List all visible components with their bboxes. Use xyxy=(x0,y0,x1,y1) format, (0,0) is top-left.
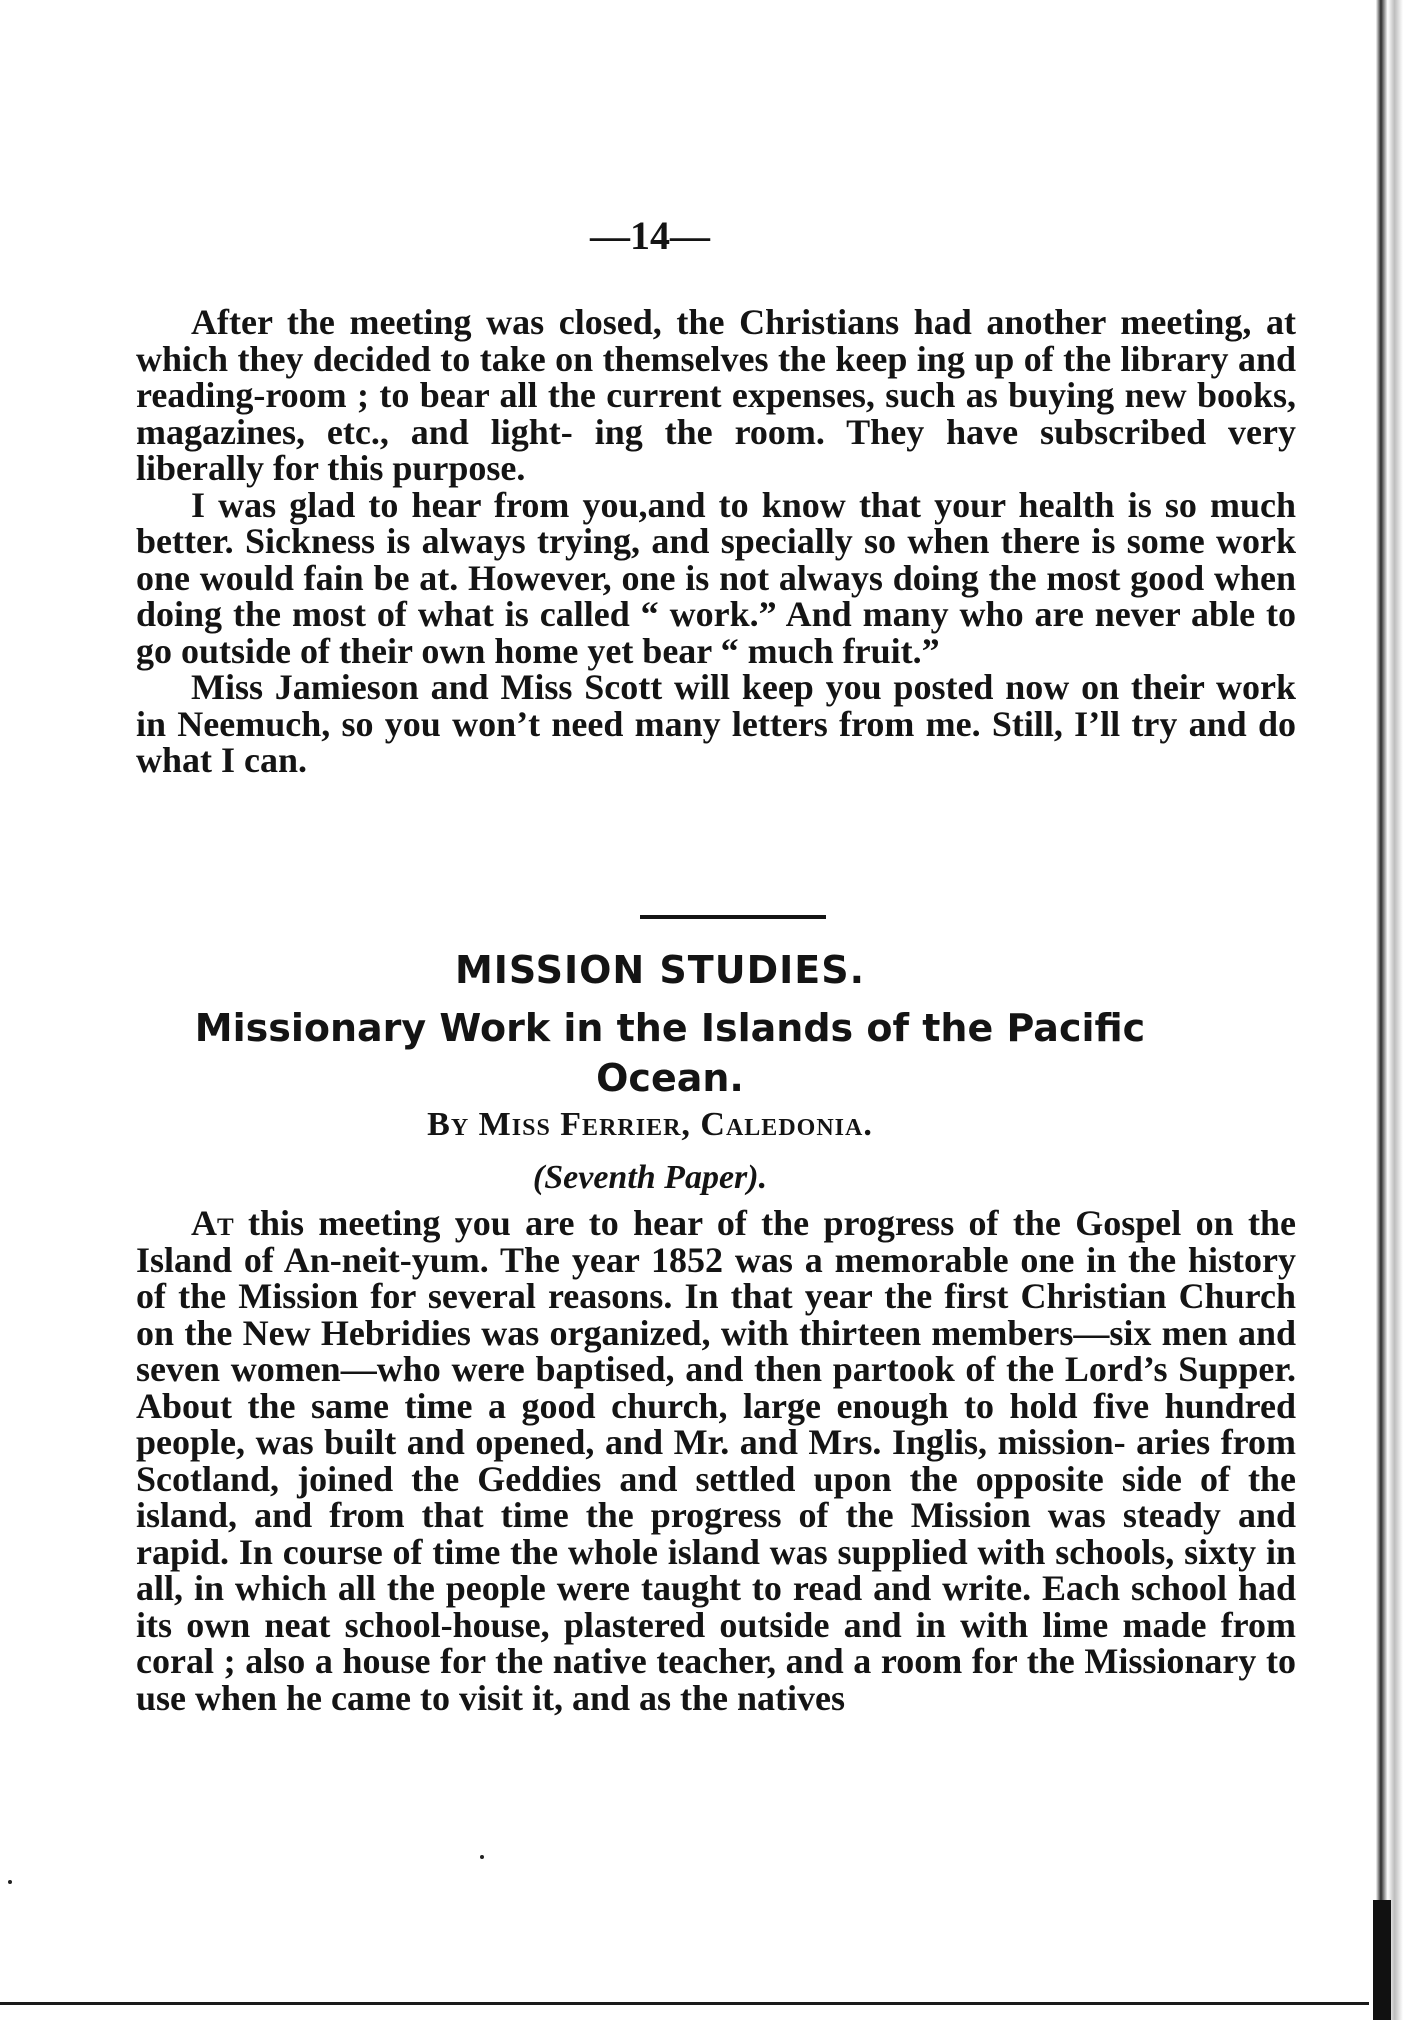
section-divider xyxy=(640,915,826,919)
lead-word: At xyxy=(191,1203,234,1243)
section-heading: MISSION STUDIES. xyxy=(454,948,866,992)
page-edge-binding xyxy=(1373,1900,1391,2020)
section-subheading: Missionary Work in the Islands of the Pacific Ocean. xyxy=(194,1006,1146,1100)
paper-number-note: (Seventh Paper). xyxy=(532,1159,768,1196)
print-speck xyxy=(480,1855,484,1859)
study-text xyxy=(136,1205,1296,1716)
page-bottom-rule xyxy=(0,2002,1403,2005)
letter-paragraph: Miss Jamieson and Miss Scott will keep you posted now on their work in Neemuch, so you won’t need many letters from me. Still, I’ll try and do what I can. xyxy=(136,667,1296,780)
study-paragraph xyxy=(136,1205,1296,1716)
letter-paragraph: I was glad to hear from you,and to know that your health is so much better. Sickness is always trying, and specially so when there is some work one would fain be at. However, one is not always doing the most good when doing the most of what is called “ work.” And many who are never able to go outside of their own home yet bear “ much fruit.” xyxy=(136,484,1296,671)
print-speck xyxy=(8,1880,12,1884)
page-edge-shadow xyxy=(1369,0,1403,2020)
letter-paragraph: After the meeting was closed, the Christians had another meeting, at which they decided to take on themselves the keep ing up of the library and reading-room ; to bear all the current expenses, such as buying new books, magazines, etc., and light- ing the room. They have subscribed very liberally for this purpose. xyxy=(136,302,1296,488)
author-byline: By Miss Ferrier, Caledonia. xyxy=(427,1106,873,1143)
page-number: —14— xyxy=(590,213,710,258)
study-body: this meeting you are to hear of the progress of the Gospel on the Island of An-neit-yum. The year 1852 was a memorable one in the history of the Mission for several reasons. In that year the first Christian Church on the New Hebridies was organized, with thirteen members—six men and seven women—who were baptised, and then partook of the Lord’s Supper. About the same time a good church, large enough to hold five hundred people, was built and opened, and Mr. and Mrs. Inglis, mission- aries from Scotland, joined the Geddies and settled upon the opposite side of the island, and from that time the progress of the Mission was steady and rapid. In course of time the whole island was supplied with schools, sixty in all, in which all the people were taught to read and write. Each school had its own neat school-house, plastered outside and in with lime made from coral ; also a house for the native teacher, and a room for the Missionary to use when he came to visit it, and as the natives xyxy=(136,1203,1296,1718)
letter-text xyxy=(136,304,1296,779)
